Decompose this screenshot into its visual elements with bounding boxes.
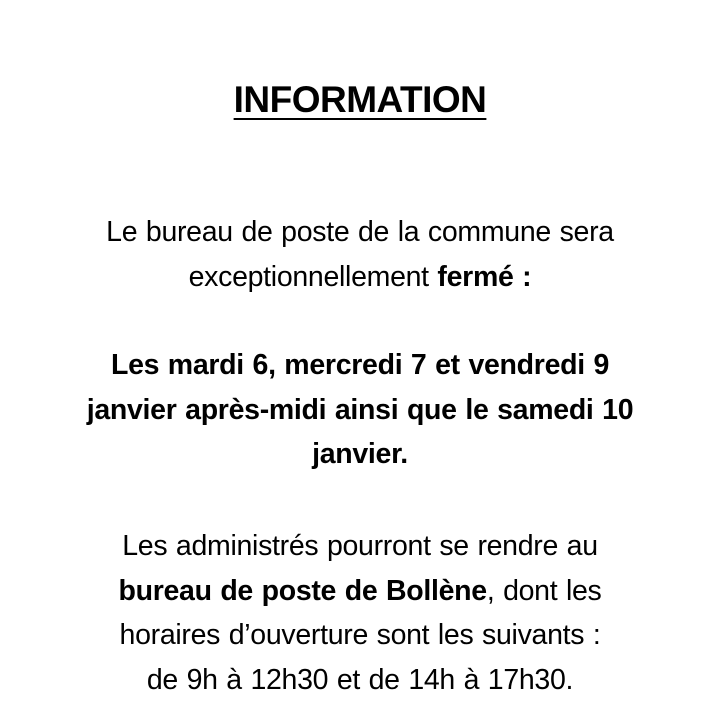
opening-hours: de 9h à 12h30 et de 14h à 17h30.	[0, 658, 720, 702]
alt-line-3: horaires d’ouverture sont les suivants :	[0, 613, 720, 658]
alt-line-2-suffix: , dont les	[487, 575, 602, 607]
dates-line-3: janvier.	[0, 432, 720, 477]
alt-line-2	[0, 569, 720, 614]
closure-line-2-prefix: exceptionnellement	[189, 261, 438, 293]
closure-announcement	[0, 210, 720, 299]
closed-emphasis: fermé :	[437, 261, 531, 293]
alt-line-1: Les administrés pourront se rendre au	[0, 524, 720, 569]
alternative-office-info	[0, 524, 720, 702]
notice-title	[0, 76, 720, 124]
closure-dates	[0, 343, 720, 477]
notice-title-text: INFORMATION	[234, 79, 487, 120]
dates-line-1: Les mardi 6, mercredi 7 et vendredi 9	[0, 343, 720, 388]
closure-line-2	[0, 255, 720, 300]
dates-line-2: janvier après-midi ainsi que le samedi 10	[0, 388, 720, 433]
closure-line-1: Le bureau de poste de la commune sera	[0, 210, 720, 255]
alt-office-name: bureau de poste de Bollène	[118, 575, 486, 607]
